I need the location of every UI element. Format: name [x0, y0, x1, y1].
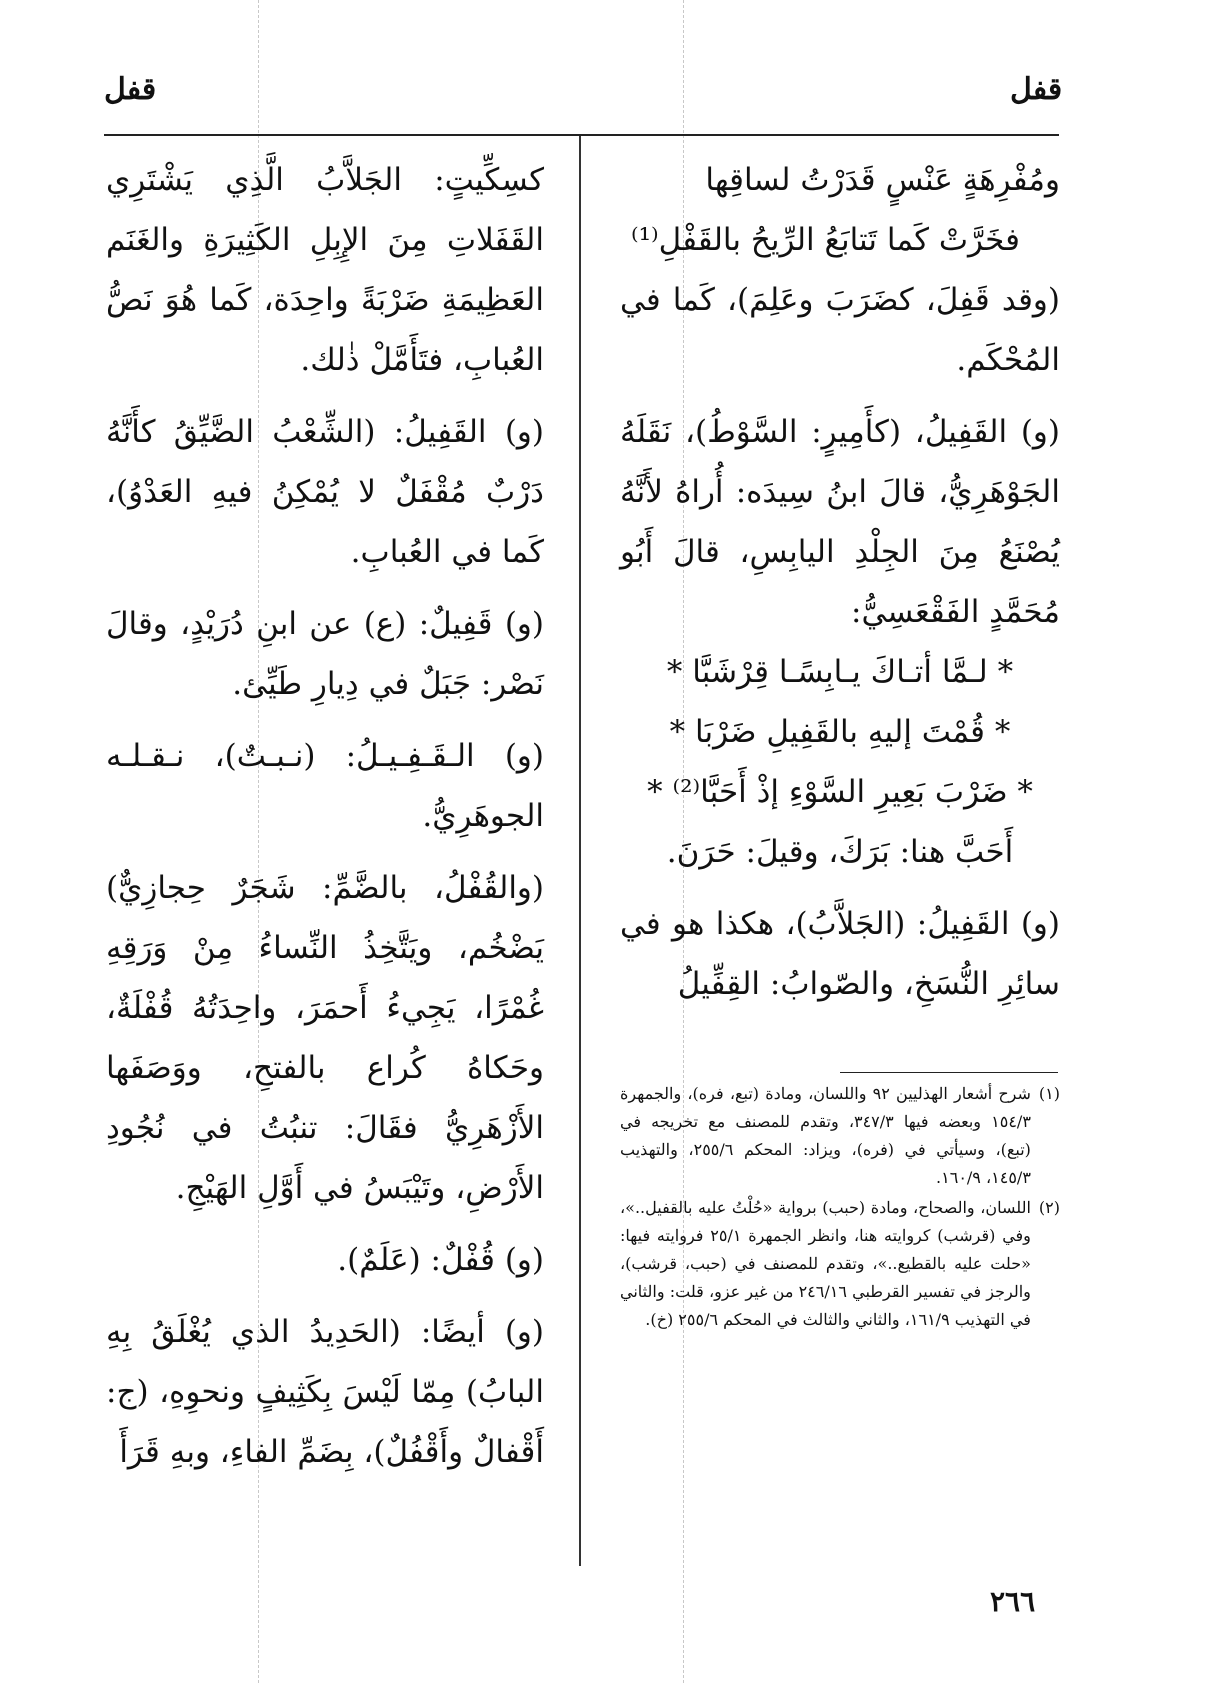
- running-header-left: قفل: [104, 72, 157, 107]
- rajaz-verse: * لـمَّا أتـاكَ يـابِسًـا قِرْشَبَّا *: [666, 654, 1014, 690]
- paragraph: أَحَبَّ هنا: بَرَكَ، وقيلَ: حَرَنَ.: [666, 834, 1014, 870]
- footnote: [620, 1080, 1060, 1192]
- running-header-right: قفل: [1010, 72, 1063, 107]
- footnote-rule: [840, 1072, 1058, 1073]
- paragraph: (و) الـقَـفِـيـلُ: (نـبـتٌ)، نـقـلـه الجوهَرِيُّ.: [106, 738, 544, 834]
- paragraph: (و) أيضًا: (الحَدِيدُ الذي يُغْلَقُ بِهِ البابُ) مِمّا لَيْسَ بِكَثِيفٍ ونحوِهِ، (ج: أَقْفالٌ وأَقْفُلٌ)، بِضَمِّ الفاءِ، وبهِ قَرَأَ: [106, 1314, 544, 1470]
- rajaz-verse: * ضَرْبَ بَعِيرِ السَّوْءِ إذْ أَحَبَّا⁽²⁾ *: [647, 774, 1033, 810]
- footnote-number: (٢): [1038, 1198, 1060, 1217]
- footnote-number: (١): [1038, 1084, 1060, 1103]
- footnote-text: اللسان، والصحاح، ومادة (حبب) برواية «حُلْتُ عليه بالقفيل..»، وفي (قرشب) كروايته هنا، وانظر الجمهرة ٢٥/١ فروايته فيها: «حلت عليه بالقطيع..»، وتقدم للمصنف في (حبب، قرشب)، والرجز في تفسير القرطبي ٢٤٦/١٦ من غير عزو، قلت: والثاني في التهذيب ١٦١/٩، والثاني والثالث في المحكم ٢٥٥/٦ (خ).: [620, 1198, 1031, 1329]
- paragraph: (و) القَفِيلُ: (الجَلاَّبُ)، هكذا هو في سائِرِ النُّسَخِ، والصّوابُ: القِفِّيلُ: [620, 906, 1060, 1002]
- paragraph: (و) قُفْلٌ: (عَلَمٌ).: [337, 1242, 544, 1278]
- left-column: [106, 150, 544, 1482]
- paragraph: (و) القَفِيلُ، (كأَمِيرٍ: السَّوْطُ)، نَقَلَهُ الجَوْهَرِيُّ، قالَ ابنُ سِيدَه: أُراهُ لأَنَّهُ يُصْنَعُ مِنَ الجِلْدِ اليابِسِ، قالَ أَبُو مُحَمَّدٍ الفَقْعَسِيُّ:: [620, 414, 1060, 630]
- paragraph: (و) قَفِيلٌ: (ع) عن ابنِ دُرَيْدٍ، وقالَ نَصْر: جَبَلٌ في دِيارِ طَيِّئ.: [106, 606, 544, 702]
- paragraph: (والقُفْلُ، بالضَّمِّ: شَجَرٌ حِجازِيٌّ) يَضْخُم، ويَتَّخِذُ النِّساءُ مِنْ وَرَقِهِ غُمْرًا، يَجِيءُ أَحمَرَ، واحِدَتُهُ قُفْلَةٌ، وحَكاهُ كُراع بالفتحِ، ووَصَفَها الأَزْهَرِيُّ فقَالَ: تنبُتُ في نُجُودِ الأَرْضِ، وتَيْبَسُ في أَوَّلِ الهَيْجِ.: [106, 870, 544, 1206]
- paragraph: (وقد قَفِلَ، كضَرَبَ وعَلِمَ)، كَما في المُحْكَم.: [620, 282, 1060, 378]
- page-number: ٢٦٦: [990, 1585, 1036, 1618]
- rajaz-verse: * قُمْتَ إليهِ بالقَفِيلِ ضَرْبَا *: [669, 714, 1011, 750]
- header-rule: [104, 134, 1059, 136]
- footnote-text: شرح أشعار الهذليين ٩٢ واللسان، ومادة (تبع، فره)، والجمهرة ١٥٤/٣ وبعضه فيها ٣٤٧/٣، وتقدم للمصنف مع تخريجه في (تبع)، وسيأتي في (فره)، ويزاد: المحكم ٢٥٥/٦، والتهذيب ١٤٥/٣، ١٦٠/٩.: [620, 1084, 1031, 1187]
- column-divider: [579, 136, 581, 1566]
- verse-line: ومُفْرِهَةٍ عَنْسٍ قَدَرْتُ لساقِها: [705, 162, 1060, 198]
- verse-line: فخَرَّتْ كَما تَتابَعُ الرِّيحُ بالقَفْلِ⁽¹⁾: [630, 222, 1020, 258]
- right-column: [620, 150, 1060, 1014]
- footnote: [620, 1194, 1060, 1334]
- footnotes: [620, 1080, 1060, 1336]
- paragraph: كسِكِّيتٍ: الجَلاَّبُ الَّذِي يَشْتَرِي القَفَلاتِ مِنَ الإِبِلِ الكَثِيرَةِ والغَنَم العَظِيمَةِ ضَرْبَةً واحِدَة، كَما هُوَ نَصُّ العُبابِ، فتَأَمَّلْ ذٰلك.: [106, 162, 544, 378]
- paragraph: (و) القَفِيلُ: (الشِّعْبُ الضَّيِّقُ كأَنَّهُ دَرْبٌ مُقْفَلٌ لا يُمْكِنُ فيهِ العَدْوُ)، كَما في العُبابِ.: [106, 414, 544, 570]
